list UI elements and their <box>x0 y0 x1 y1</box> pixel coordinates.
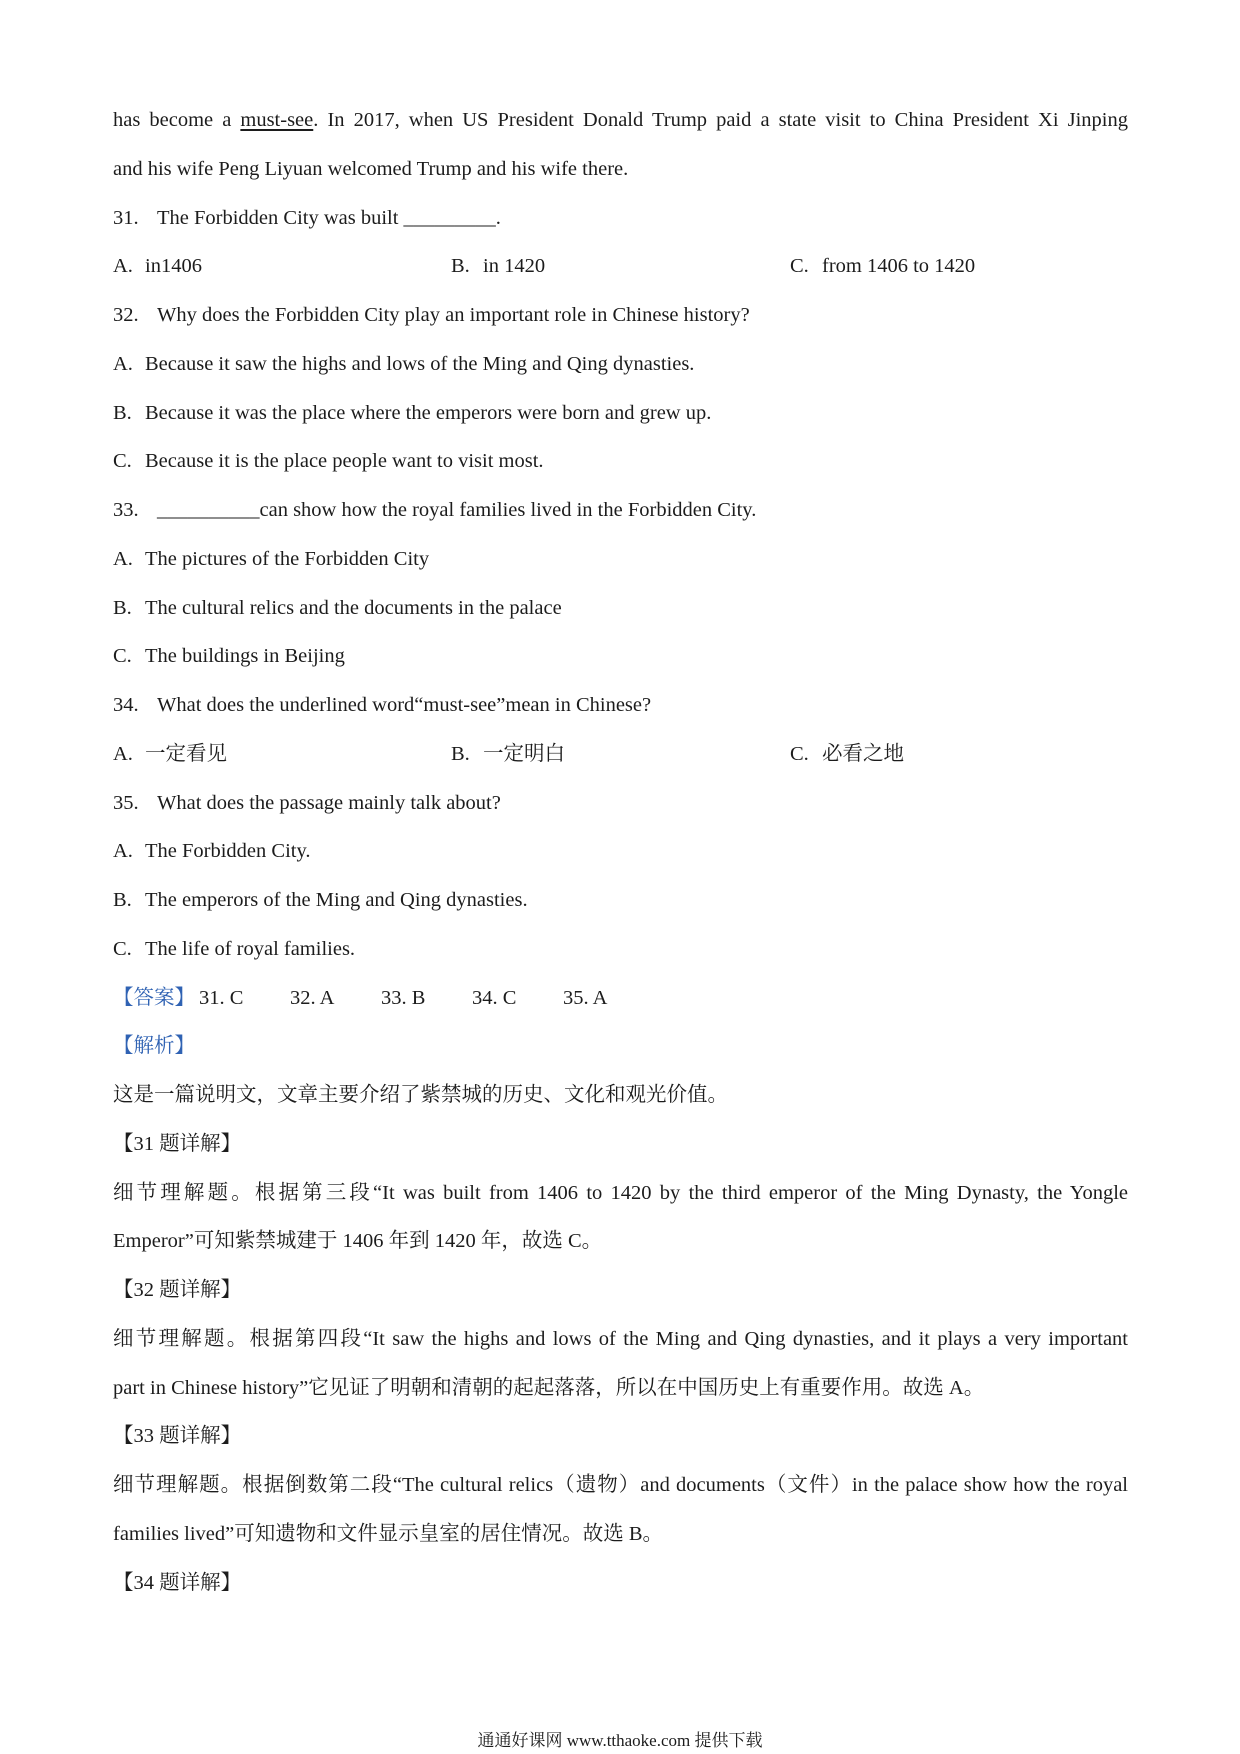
detail-heading-text: 【31 题详解】 <box>113 1132 242 1155</box>
option-letter: B. <box>451 742 470 765</box>
detail-text: families lived”可知遗物和文件显示皇室的居住情况。故选 B。 <box>113 1522 664 1545</box>
option-letter: C. <box>790 255 809 278</box>
question-text: What does the underlined word“must-see”mean in Chinese? <box>157 694 652 716</box>
detail-line <box>113 1510 1128 1559</box>
option-text: in 1420 <box>483 255 546 278</box>
option-c <box>113 437 1128 486</box>
question-number: 35. <box>113 791 139 814</box>
detail-heading <box>113 1559 1128 1608</box>
option-text: from 1406 to 1420 <box>822 255 976 278</box>
question-stem <box>113 194 1128 243</box>
option-letter: C. <box>113 645 132 668</box>
question-text: What does the passage mainly talk about? <box>157 791 501 814</box>
option-b <box>113 876 1128 925</box>
option-letter: B. <box>113 401 132 424</box>
option-c <box>790 242 1128 291</box>
detail-line <box>113 1461 1128 1510</box>
option-text: 一定明白 <box>483 742 565 765</box>
answer-label: 【答案】 <box>113 986 195 1009</box>
page-content <box>113 96 1128 1607</box>
underlined-word: must-see <box>240 109 314 131</box>
option-text: The life of royal families. <box>145 937 356 960</box>
option-a <box>113 535 1128 584</box>
question-number: 32. <box>113 304 139 326</box>
answer-item: 34. C <box>472 986 517 1009</box>
detail-line <box>113 1217 1128 1266</box>
analysis-summary-text: 这是一篇说明文，文章主要介绍了紫禁城的历史、文化和观光价值。 <box>113 1084 728 1106</box>
answer-item: 32. A <box>290 986 335 1009</box>
question-stem <box>113 681 1128 730</box>
analysis-label-line <box>113 1022 1128 1071</box>
option-letter: A. <box>113 255 133 278</box>
option-text: The Forbidden City. <box>145 840 311 863</box>
answer-item: 35. A <box>563 986 608 1009</box>
option-c <box>113 632 1128 681</box>
detail-line <box>113 1315 1128 1364</box>
detail-heading-text: 【33 题详解】 <box>113 1425 242 1448</box>
question-text: __________can show how the royal families lived in the Forbidden City. <box>157 499 757 521</box>
option-a <box>113 340 1128 389</box>
option-row <box>113 242 1128 291</box>
passage-text: and his wife Peng Liyuan welcomed Trump and his wife there. <box>113 157 629 180</box>
answer-item: 31. C <box>199 986 244 1009</box>
question-stem <box>113 486 1128 535</box>
option-text: Because it saw the highs and lows of the Ming and Qing dynasties. <box>145 352 695 375</box>
option-a <box>113 827 1128 876</box>
passage-text: . In 2017, when US President Donald Trump paid a state visit to China President Xi Jinping <box>313 109 1128 131</box>
detail-heading <box>113 1120 1128 1169</box>
detail-text: 细节理解题。根据第三段“It was built from 1406 to 1420 by the third emperor of the Ming Dynasty, the Yongle <box>113 1181 1128 1204</box>
option-c <box>790 730 1128 779</box>
option-text: Because it was the place where the emperors were born and grew up. <box>145 401 712 424</box>
option-letter: C. <box>113 937 132 960</box>
option-b <box>451 242 790 291</box>
option-letter: C. <box>790 742 809 765</box>
detail-heading <box>113 1412 1128 1461</box>
option-text: 必看之地 <box>822 742 904 765</box>
detail-heading-text: 【32 题详解】 <box>113 1279 242 1301</box>
option-text: The cultural relics and the documents in the palace <box>145 596 562 619</box>
answer-key <box>113 974 1128 1023</box>
page-footer: 通通好课网 www.tthaoke.com 提供下载 <box>477 1731 763 1750</box>
option-letter: B. <box>451 255 470 278</box>
option-letter: A. <box>113 742 133 765</box>
question-number: 34. <box>113 694 139 716</box>
detail-heading-text: 【34 题详解】 <box>113 1571 242 1594</box>
detail-text: Emperor”可知紫禁城建于 1406 年到 1420 年，故选 C。 <box>113 1230 603 1253</box>
question-number: 33. <box>113 499 139 521</box>
answer-item: 33. B <box>381 986 426 1009</box>
question-stem <box>113 291 1128 340</box>
option-text: The pictures of the Forbidden City <box>145 547 430 570</box>
option-a <box>113 730 451 779</box>
analysis-summary <box>113 1071 1128 1120</box>
question-text: The Forbidden City was built _________. <box>157 206 501 229</box>
passage-line <box>113 96 1128 145</box>
option-text: The emperors of the Ming and Qing dynasties. <box>145 889 528 911</box>
option-letter: B. <box>113 889 132 911</box>
option-row <box>113 730 1128 779</box>
option-text: in1406 <box>145 255 202 278</box>
detail-text: 细节理解题。根据第四段“It saw the highs and lows of the Ming and Qing dynasties, and it plays a very important <box>113 1327 1128 1350</box>
option-letter: C. <box>113 450 132 473</box>
option-c <box>113 925 1128 974</box>
passage-text: has become a <box>113 109 241 131</box>
option-text: The buildings in Beijing <box>145 645 345 668</box>
option-b <box>113 584 1128 633</box>
option-text: Because it is the place people want to visit most. <box>145 450 544 473</box>
option-b <box>113 389 1128 438</box>
detail-text: part in Chinese history”它见证了明朝和清朝的起起落落，所以在中国历史上有重要作用。故选 A。 <box>113 1376 985 1399</box>
detail-heading <box>113 1266 1128 1315</box>
question-text: Why does the Forbidden City play an important role in Chinese history? <box>157 304 750 326</box>
passage-line <box>113 145 1128 194</box>
option-a <box>113 242 451 291</box>
detail-line <box>113 1169 1128 1218</box>
option-letter: A. <box>113 352 133 375</box>
question-stem <box>113 779 1128 828</box>
option-text: 一定看见 <box>145 742 227 765</box>
detail-line <box>113 1364 1128 1413</box>
analysis-label: 【解析】 <box>113 1035 195 1058</box>
option-letter: B. <box>113 596 132 619</box>
option-letter: A. <box>113 547 133 570</box>
option-b <box>451 730 790 779</box>
option-letter: A. <box>113 840 133 863</box>
detail-text: 细节理解题。根据倒数第二段“The cultural relics（遗物）and documents（文件）in the palace show how the royal <box>113 1474 1128 1496</box>
question-number: 31. <box>113 206 139 229</box>
